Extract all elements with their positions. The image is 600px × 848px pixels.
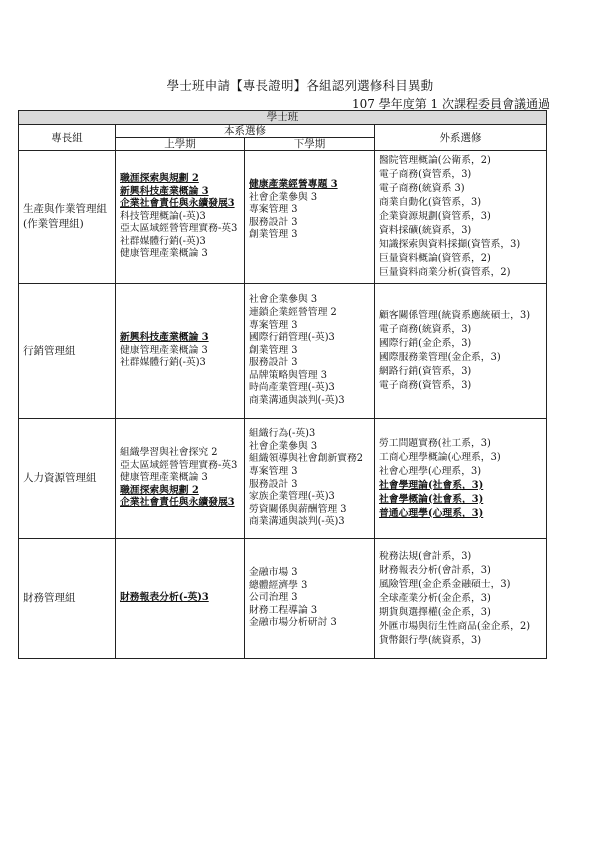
- course-item: 新興科技產業概論 3: [120, 185, 209, 197]
- course-item: 網路行銷(資管系，3): [379, 366, 472, 377]
- course-item: 貨幣銀行學(統資系，3): [379, 634, 482, 646]
- course-item: 金融市場 3: [249, 567, 298, 579]
- course-item: 品牌策略與管理 3: [249, 369, 327, 381]
- course-item: 電子商務(統資系 3): [379, 183, 465, 194]
- course-item: 社群媒體行銷(-英)3: [120, 235, 206, 247]
- course-item: 電子商務(資管系，3): [379, 169, 472, 180]
- course-item: 社會企業參與 3: [249, 294, 318, 306]
- external-courses: [375, 151, 547, 284]
- course-item: 創業管理 3: [249, 229, 298, 241]
- course-item: 醫院管理概論(公衛系，2): [379, 155, 491, 166]
- col-header-sem1: 上學期: [116, 138, 245, 151]
- course-item: 健康管理產業概論 3: [120, 344, 208, 356]
- sem2-courses: [245, 419, 375, 539]
- course-item: 國際服務業管理(金企系，3): [379, 352, 501, 363]
- course-item: 創業管理 3: [249, 344, 298, 356]
- sem2-courses: [245, 151, 375, 284]
- course-item: 金融市場分析研討 3: [249, 617, 337, 629]
- course-item: 期貨與選擇權(金企系，3): [379, 606, 491, 618]
- sem1-courses: [116, 539, 245, 659]
- course-item: 電子商務(統資系，3): [379, 324, 472, 335]
- table-banner: 學士班: [19, 111, 547, 125]
- course-item: 健康管理產業概論 3: [120, 472, 208, 484]
- course-item: 健康產業經營專題 3: [249, 179, 338, 190]
- course-item: 企業社會責任與永續發展3: [120, 497, 235, 509]
- course-item: 勞資關係與薪酬管理 3: [249, 503, 347, 515]
- col-header-external: 外系選修: [375, 125, 547, 151]
- course-item: 財務報表分析(會計系，3): [379, 564, 491, 576]
- course-item: 社會學理論(社會系，3): [379, 479, 484, 491]
- course-item: 服務設計 3: [249, 216, 298, 228]
- document-subtitle: 107 學年度第 1 次課程委員會議通過: [352, 97, 550, 111]
- course-item: 社群媒體行銷(-英)3: [120, 357, 206, 369]
- course-item: 家族企業管理(-英)3: [249, 491, 335, 503]
- course-item: 職涯探索與規劃 2: [120, 484, 199, 496]
- course-item: 組織行為(-英)3: [249, 428, 316, 440]
- table-row: [19, 539, 547, 659]
- course-item: 財務工程導論 3: [249, 604, 318, 616]
- table-row: [19, 151, 547, 284]
- group-name: 行銷管理組: [19, 284, 116, 419]
- course-item: 社會企業參與 3: [249, 440, 318, 452]
- course-item: 社會學概論(社會系，3): [379, 493, 484, 505]
- group-name: 財務管理組: [19, 539, 116, 659]
- course-item: 公司治理 3: [249, 592, 298, 604]
- course-item: 總體經濟學 3: [249, 579, 308, 591]
- external-courses: [375, 539, 547, 659]
- course-item: 專案管理 3: [249, 204, 298, 216]
- course-item: 國際行銷(金企系，3): [379, 338, 472, 349]
- course-item: 新興科技產業概論 3: [120, 332, 209, 344]
- course-item: 社會心理學(心理系，3): [379, 465, 482, 477]
- course-item: 巨量資料商業分析(資管系，2): [379, 267, 511, 278]
- course-item: 科技管理概論(-英)3: [120, 210, 206, 222]
- course-item: 國際行銷管理(-英)3: [249, 332, 335, 344]
- course-item: 服務設計 3: [249, 357, 298, 369]
- col-header-group: 專長組: [19, 125, 116, 151]
- table-row: [19, 284, 547, 419]
- course-item: 商業溝通與談判(-英)3: [249, 516, 345, 528]
- course-item: 勞工問題實務(社工系，3): [379, 437, 491, 449]
- course-item: 風險管理(金企系金融碩士，3): [379, 578, 511, 590]
- course-item: 稅務法規(會計系，3): [379, 550, 472, 562]
- course-item: 商業溝通與談判(-英)3: [249, 395, 345, 407]
- table-row: [19, 419, 547, 539]
- course-item: 亞太區域經營管理實務-英3: [120, 223, 238, 235]
- course-item: 職涯探索與規劃 2: [120, 172, 199, 184]
- group-name: 人力資源管理組: [19, 419, 116, 539]
- col-header-sem2: 下學期: [245, 138, 375, 151]
- course-item: 組織學習與社會探究 2: [120, 447, 218, 459]
- course-item: 外匯市場與衍生性商品(金企系，2): [379, 620, 531, 632]
- course-item: 亞太區域經營管理實務-英3: [120, 459, 238, 471]
- course-item: 巨量資料概論(資管系，2): [379, 253, 491, 264]
- course-item: 普通心理學(心理系，3): [379, 507, 484, 519]
- sem2-courses: [245, 539, 375, 659]
- external-courses: [375, 419, 547, 539]
- course-item: 電子商務(資管系，3): [379, 380, 472, 391]
- courses-table: [18, 110, 547, 659]
- course-item: 顧客關係管理(統資系應統碩士，3): [379, 310, 531, 321]
- course-item: 工商心理學概論(心理系，3): [379, 451, 501, 463]
- course-item: 企業社會責任與永續發展3: [120, 198, 235, 210]
- sem1-courses: [116, 151, 245, 284]
- course-item: 財務報表分析(-英)3: [120, 592, 209, 604]
- course-item: 商業自動化(資管系，3): [379, 197, 482, 208]
- course-item: 服務設計 3: [249, 478, 298, 490]
- course-item: 專案管理 3: [249, 319, 298, 331]
- course-item: 資料採礦(統資系，3): [379, 225, 472, 236]
- document-title: 學士班申請【專長證明】各組認列選修科目異動: [166, 78, 434, 93]
- col-header-dept: 本系選修: [116, 125, 375, 138]
- sem1-courses: [116, 419, 245, 539]
- course-item: 全球產業分析(金企系，3): [379, 592, 491, 604]
- course-item: 時尚產業管理(-英)3: [249, 382, 335, 394]
- course-item: 企業資源規劃(資管系，3): [379, 211, 491, 222]
- sem2-courses: [245, 284, 375, 419]
- sem1-courses: [116, 284, 245, 419]
- external-courses: [375, 284, 547, 419]
- course-item: 組織領導與社會創新實務2: [249, 453, 363, 465]
- course-item: 知識探索與資料採擷(資管系，3): [379, 239, 521, 250]
- course-item: 健康管理產業概論 3: [120, 248, 208, 260]
- group-name: 生產與作業管理組(作業管理組): [19, 151, 116, 284]
- course-item: 專案管理 3: [249, 465, 298, 477]
- course-item: 連鎖企業經營管理 2: [249, 306, 337, 318]
- course-item: 社會企業參與 3: [249, 191, 318, 203]
